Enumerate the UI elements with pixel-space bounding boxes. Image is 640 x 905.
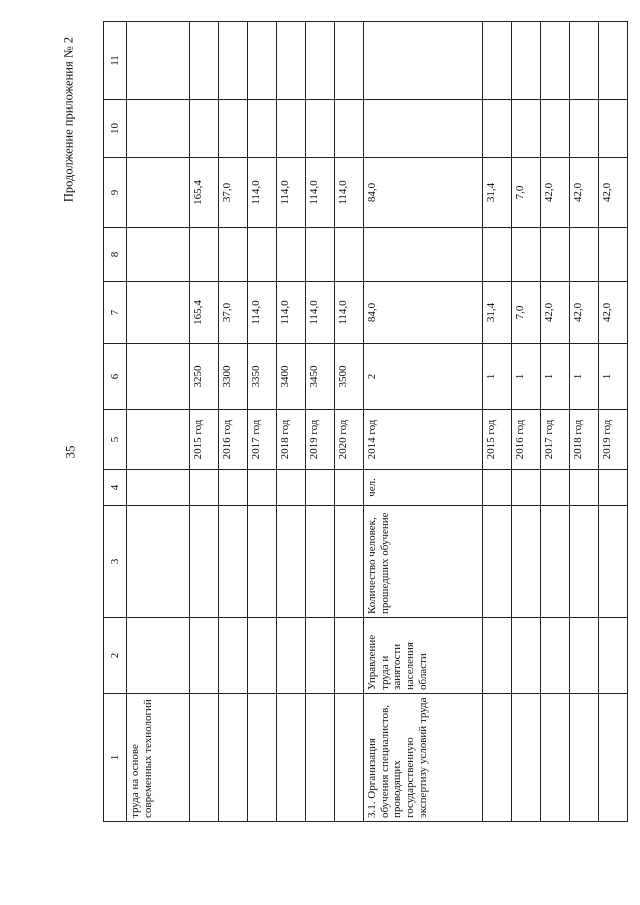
table-cell-col-1	[219, 694, 248, 822]
column-header: 5	[104, 410, 127, 470]
table-cell-col-9: 114,0	[335, 158, 364, 228]
table-cell-col-8	[541, 228, 570, 282]
table-cell-col-1	[483, 694, 512, 822]
column-number-row	[104, 22, 127, 822]
table-cell-col-1: труда на основе современных технологий	[127, 694, 190, 822]
table-cell-col-1	[599, 694, 628, 822]
table-cell-col-2	[599, 618, 628, 694]
table-row	[335, 22, 364, 822]
table-cell-col-1	[306, 694, 335, 822]
table-cell-col-2	[512, 618, 541, 694]
table-cell-col-9: 114,0	[277, 158, 306, 228]
table-cell-col-11	[127, 22, 190, 100]
table-cell-col-6: 3400	[277, 344, 306, 410]
table-cell-col-11	[483, 22, 512, 100]
table-cell-col-3	[306, 506, 335, 618]
table-row	[219, 22, 248, 822]
table-cell-col-3	[541, 506, 570, 618]
table-cell-col-7: 42,0	[541, 282, 570, 344]
table-cell-col-4	[483, 470, 512, 506]
table-cell-col-6: 1	[541, 344, 570, 410]
table-cell-col-1	[512, 694, 541, 822]
table-row	[483, 22, 512, 822]
table-cell-col-10	[512, 100, 541, 158]
table-cell-col-10	[219, 100, 248, 158]
program-table	[103, 21, 628, 822]
table-cell-col-9: 37,0	[219, 158, 248, 228]
table-cell-col-5: 2019 год	[306, 410, 335, 470]
table-cell-col-11	[219, 22, 248, 100]
table-cell-col-4	[190, 470, 219, 506]
column-header: 4	[104, 470, 127, 506]
table-cell-col-6	[127, 344, 190, 410]
column-header: 6	[104, 344, 127, 410]
table-cell-col-10	[127, 100, 190, 158]
table-cell-col-3	[570, 506, 599, 618]
table-cell-col-10	[570, 100, 599, 158]
table-cell-col-7: 31,4	[483, 282, 512, 344]
table-cell-col-2	[483, 618, 512, 694]
program-table-container	[103, 22, 623, 822]
table-cell-col-3	[599, 506, 628, 618]
table-cell-col-2	[335, 618, 364, 694]
table-cell-col-11	[190, 22, 219, 100]
table-cell-col-6: 3500	[335, 344, 364, 410]
table-cell-col-7: 114,0	[306, 282, 335, 344]
table-cell-col-5	[127, 410, 190, 470]
table-cell-col-7: 165,4	[190, 282, 219, 344]
table-cell-col-3	[335, 506, 364, 618]
table-cell-col-9: 7,0	[512, 158, 541, 228]
table-cell-col-1	[541, 694, 570, 822]
table-cell-col-8	[219, 228, 248, 282]
table-cell-col-5: 2017 год	[541, 410, 570, 470]
table-cell-col-4	[335, 470, 364, 506]
table-cell-col-9: 114,0	[306, 158, 335, 228]
table-row	[190, 22, 219, 822]
table-cell-col-1	[190, 694, 219, 822]
table-cell-col-8	[599, 228, 628, 282]
table-cell-col-5: 2017 год	[248, 410, 277, 470]
table-cell-col-2	[219, 618, 248, 694]
table-cell-col-3	[483, 506, 512, 618]
table-cell-col-9: 165,4	[190, 158, 219, 228]
table-cell-col-4	[277, 470, 306, 506]
column-header: 9	[104, 158, 127, 228]
table-cell-col-6: 3350	[248, 344, 277, 410]
table-cell-col-1	[335, 694, 364, 822]
table-cell-col-10	[277, 100, 306, 158]
table-cell-col-5: 2018 год	[570, 410, 599, 470]
table-cell-col-2: Управление труда и занятости населения области	[364, 618, 483, 694]
table-cell-col-10	[483, 100, 512, 158]
table-cell-col-5: 2016 год	[219, 410, 248, 470]
table-cell-col-11	[248, 22, 277, 100]
table-cell-col-6: 1	[570, 344, 599, 410]
table-row	[364, 22, 483, 822]
appendix-note: Продолжение приложения № 2	[61, 36, 76, 203]
table-row	[570, 22, 599, 822]
table-cell-col-4	[512, 470, 541, 506]
table-cell-col-3	[219, 506, 248, 618]
table-cell-col-5: 2015 год	[190, 410, 219, 470]
column-header: 7	[104, 282, 127, 344]
table-cell-col-4	[599, 470, 628, 506]
table-cell-col-9: 42,0	[570, 158, 599, 228]
table-cell-col-10	[306, 100, 335, 158]
table-cell-col-9	[127, 158, 190, 228]
table-cell-col-5: 2018 год	[277, 410, 306, 470]
table-cell-col-1	[248, 694, 277, 822]
table-cell-col-6: 1	[483, 344, 512, 410]
table-cell-col-2	[541, 618, 570, 694]
table-cell-col-9: 42,0	[541, 158, 570, 228]
table-row	[127, 22, 190, 822]
table-cell-col-9: 114,0	[248, 158, 277, 228]
table-cell-col-3	[248, 506, 277, 618]
table-cell-col-6: 3450	[306, 344, 335, 410]
table-cell-col-6: 1	[512, 344, 541, 410]
table-cell-col-7: 84,0	[364, 282, 483, 344]
table-cell-col-5: 2016 год	[512, 410, 541, 470]
table-cell-col-3	[512, 506, 541, 618]
table-cell-col-11	[599, 22, 628, 100]
table-cell-col-8	[570, 228, 599, 282]
table-cell-col-7: 37,0	[219, 282, 248, 344]
table-cell-col-1	[277, 694, 306, 822]
table-cell-col-7: 42,0	[599, 282, 628, 344]
table-row	[512, 22, 541, 822]
column-header: 8	[104, 228, 127, 282]
table-cell-col-8	[248, 228, 277, 282]
table-cell-col-7: 7,0	[512, 282, 541, 344]
table-cell-col-5: 2019 год	[599, 410, 628, 470]
table-cell-col-8	[335, 228, 364, 282]
table-cell-col-3	[127, 506, 190, 618]
table-cell-col-8	[127, 228, 190, 282]
table-cell-col-7	[127, 282, 190, 344]
table-cell-col-3	[190, 506, 219, 618]
table-cell-col-2	[190, 618, 219, 694]
page-number: 35	[62, 445, 78, 459]
column-header: 2	[104, 618, 127, 694]
table-cell-col-4	[570, 470, 599, 506]
column-header: 3	[104, 506, 127, 618]
table-row	[541, 22, 570, 822]
table-cell-col-6: 1	[599, 344, 628, 410]
table-cell-col-7: 114,0	[335, 282, 364, 344]
table-cell-col-8	[190, 228, 219, 282]
table-cell-col-11	[306, 22, 335, 100]
table-cell-col-10	[335, 100, 364, 158]
table-cell-col-2	[248, 618, 277, 694]
table-cell-col-6: 3250	[190, 344, 219, 410]
table-row	[277, 22, 306, 822]
table-cell-col-2	[570, 618, 599, 694]
table-cell-col-11	[570, 22, 599, 100]
table-cell-col-4	[248, 470, 277, 506]
table-cell-col-8	[277, 228, 306, 282]
table-cell-col-11	[541, 22, 570, 100]
table-cell-col-4	[127, 470, 190, 506]
table-cell-col-6: 2	[364, 344, 483, 410]
table-cell-col-10	[364, 100, 483, 158]
table-cell-col-7: 114,0	[277, 282, 306, 344]
table-cell-col-11	[335, 22, 364, 100]
table-cell-col-2	[306, 618, 335, 694]
table-cell-col-5: 2014 год	[364, 410, 483, 470]
table-cell-col-10	[541, 100, 570, 158]
table-cell-col-4	[541, 470, 570, 506]
table-cell-col-8	[306, 228, 335, 282]
column-header: 10	[104, 100, 127, 158]
table-cell-col-7: 42,0	[570, 282, 599, 344]
table-cell-col-8	[512, 228, 541, 282]
column-header: 11	[104, 22, 127, 100]
table-cell-col-9: 31,4	[483, 158, 512, 228]
table-cell-col-10	[190, 100, 219, 158]
table-cell-col-9: 84,0	[364, 158, 483, 228]
table-cell-col-11	[277, 22, 306, 100]
table-cell-col-2	[127, 618, 190, 694]
table-cell-col-8	[364, 228, 483, 282]
table-cell-col-4	[306, 470, 335, 506]
table-cell-col-7: 114,0	[248, 282, 277, 344]
table-cell-col-3	[277, 506, 306, 618]
table-row	[306, 22, 335, 822]
table-row	[248, 22, 277, 822]
table-cell-col-4	[219, 470, 248, 506]
table-cell-col-3: Количество человек, прошедших обучение	[364, 506, 483, 618]
table-cell-col-11	[512, 22, 541, 100]
table-cell-col-5: 2020 год	[335, 410, 364, 470]
table-cell-col-6: 3300	[219, 344, 248, 410]
table-cell-col-9: 42,0	[599, 158, 628, 228]
table-cell-col-8	[483, 228, 512, 282]
table-cell-col-5: 2015 год	[483, 410, 512, 470]
table-cell-col-11	[364, 22, 483, 100]
table-cell-col-2	[277, 618, 306, 694]
table-cell-col-10	[599, 100, 628, 158]
table-cell-col-10	[248, 100, 277, 158]
table-row	[599, 22, 628, 822]
table-cell-col-1	[570, 694, 599, 822]
table-cell-col-4: чел.	[364, 470, 483, 506]
column-header: 1	[104, 694, 127, 822]
table-cell-col-1: 3.1. Организация обучения специалистов, проводящих государственную экспертизу условий труда	[364, 694, 483, 822]
